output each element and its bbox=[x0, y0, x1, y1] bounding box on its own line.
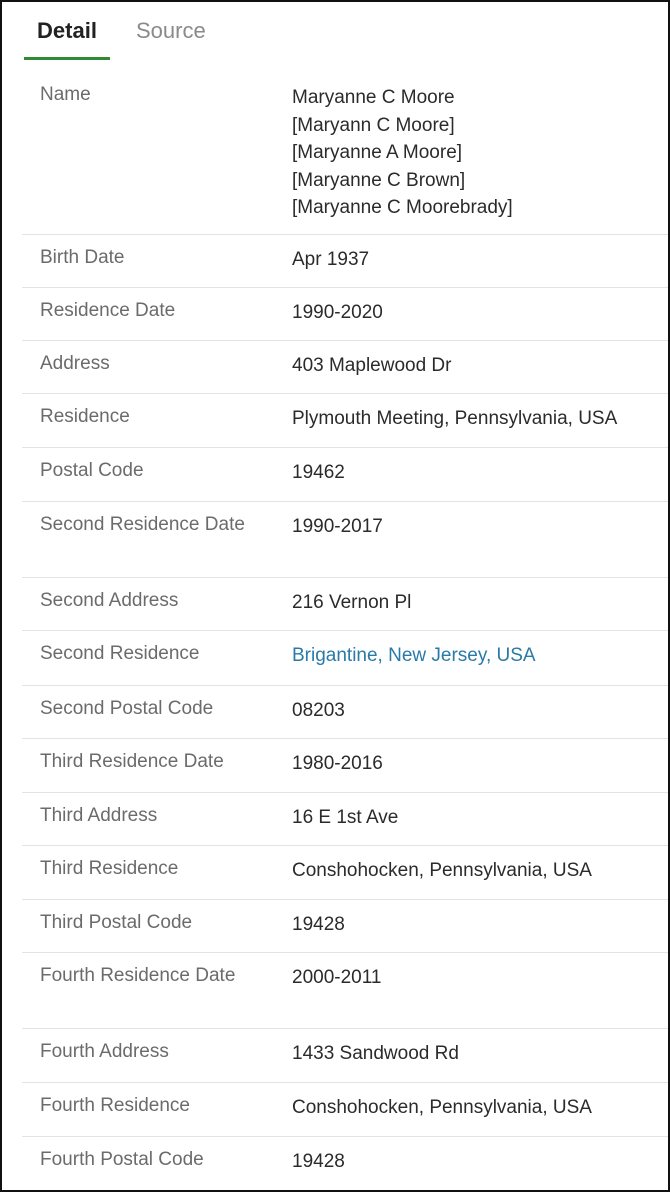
name-primary: Maryanne C Moore bbox=[292, 87, 455, 108]
row-residence bbox=[22, 394, 668, 448]
birth-date-label: Birth Date bbox=[40, 247, 125, 268]
second-postal-code-value: 08203 bbox=[292, 700, 345, 721]
third-postal-code-label: Third Postal Code bbox=[40, 912, 193, 933]
fourth-residence-value: Conshohocken, Pennsylvania, USA bbox=[292, 1097, 592, 1118]
row-postal-code bbox=[22, 448, 668, 502]
row-second-residence-date bbox=[22, 502, 668, 578]
third-postal-code-value: 19428 bbox=[292, 914, 345, 935]
fourth-postal-code-label: Fourth Postal Code bbox=[40, 1149, 204, 1170]
tab-source[interactable]: Source bbox=[136, 18, 206, 43]
name-value bbox=[292, 84, 664, 222]
address-label: Address bbox=[40, 353, 110, 374]
fourth-residence-label: Fourth Residence bbox=[40, 1095, 190, 1116]
residence-label: Residence bbox=[40, 406, 130, 427]
fourth-residence-date-value: 2000-2011 bbox=[292, 967, 382, 988]
name-alias: [Maryann C Moore] bbox=[292, 114, 455, 136]
second-postal-code-label: Second Postal Code bbox=[40, 698, 214, 719]
third-residence-date-label: Third Residence Date bbox=[40, 751, 224, 772]
residence-value: Plymouth Meeting, Pennsylvania, USA bbox=[292, 408, 618, 429]
third-residence-date-value: 1980-2016 bbox=[292, 753, 383, 774]
third-residence-label: Third Residence bbox=[40, 858, 179, 879]
row-third-residence bbox=[22, 846, 668, 900]
row-third-address bbox=[22, 793, 668, 846]
row-birth-date bbox=[22, 235, 668, 288]
address-value: 403 Maplewood Dr bbox=[292, 355, 452, 376]
third-address-value: 16 E 1st Ave bbox=[292, 807, 399, 828]
row-second-postal-code bbox=[22, 686, 668, 739]
name-alias: [Maryanne C Moorebrady] bbox=[292, 197, 513, 218]
row-name bbox=[22, 72, 668, 235]
detail-list bbox=[22, 72, 668, 1190]
second-address-value: 216 Vernon Pl bbox=[292, 592, 412, 613]
row-second-address bbox=[22, 578, 668, 631]
name-alias: [Maryanne A Moore] bbox=[292, 142, 463, 163]
tab-bar bbox=[22, 2, 668, 59]
tab-detail[interactable]: Detail bbox=[24, 16, 110, 60]
second-residence-date-label: Second Residence Date bbox=[40, 514, 245, 535]
row-third-postal-code bbox=[22, 900, 668, 953]
fourth-address-value: 1433 Sandwood Rd bbox=[292, 1043, 459, 1064]
second-address-label: Second Address bbox=[40, 590, 179, 611]
postal-code-value: 19462 bbox=[292, 462, 345, 483]
name-alias: [Maryanne C Brown] bbox=[292, 169, 466, 191]
postal-code-label: Postal Code bbox=[40, 460, 144, 481]
name-label: Name bbox=[40, 84, 91, 105]
row-second-residence bbox=[22, 631, 668, 686]
third-residence-value: Conshohocken, Pennsylvania, USA bbox=[292, 860, 592, 881]
fourth-postal-code-value: 19428 bbox=[292, 1151, 345, 1172]
row-fourth-residence-date bbox=[22, 953, 668, 1029]
row-fourth-postal-code bbox=[22, 1137, 668, 1190]
residence-date-value: 1990-2020 bbox=[292, 302, 383, 323]
second-residence-date-value: 1990-2017 bbox=[292, 516, 383, 537]
residence-date-label: Residence Date bbox=[40, 300, 176, 321]
birth-date-value: Apr 1937 bbox=[292, 249, 370, 270]
second-residence-link[interactable]: Brigantine, New Jersey, USA bbox=[292, 645, 536, 666]
row-residence-date bbox=[22, 288, 668, 341]
fourth-address-label: Fourth Address bbox=[40, 1041, 169, 1062]
row-fourth-residence bbox=[22, 1083, 668, 1137]
second-residence-label: Second Residence bbox=[40, 643, 200, 664]
row-third-residence-date bbox=[22, 739, 668, 793]
fourth-residence-date-label: Fourth Residence Date bbox=[40, 965, 236, 986]
third-address-label: Third Address bbox=[40, 805, 158, 826]
row-fourth-address bbox=[22, 1029, 668, 1083]
row-address bbox=[22, 341, 668, 394]
